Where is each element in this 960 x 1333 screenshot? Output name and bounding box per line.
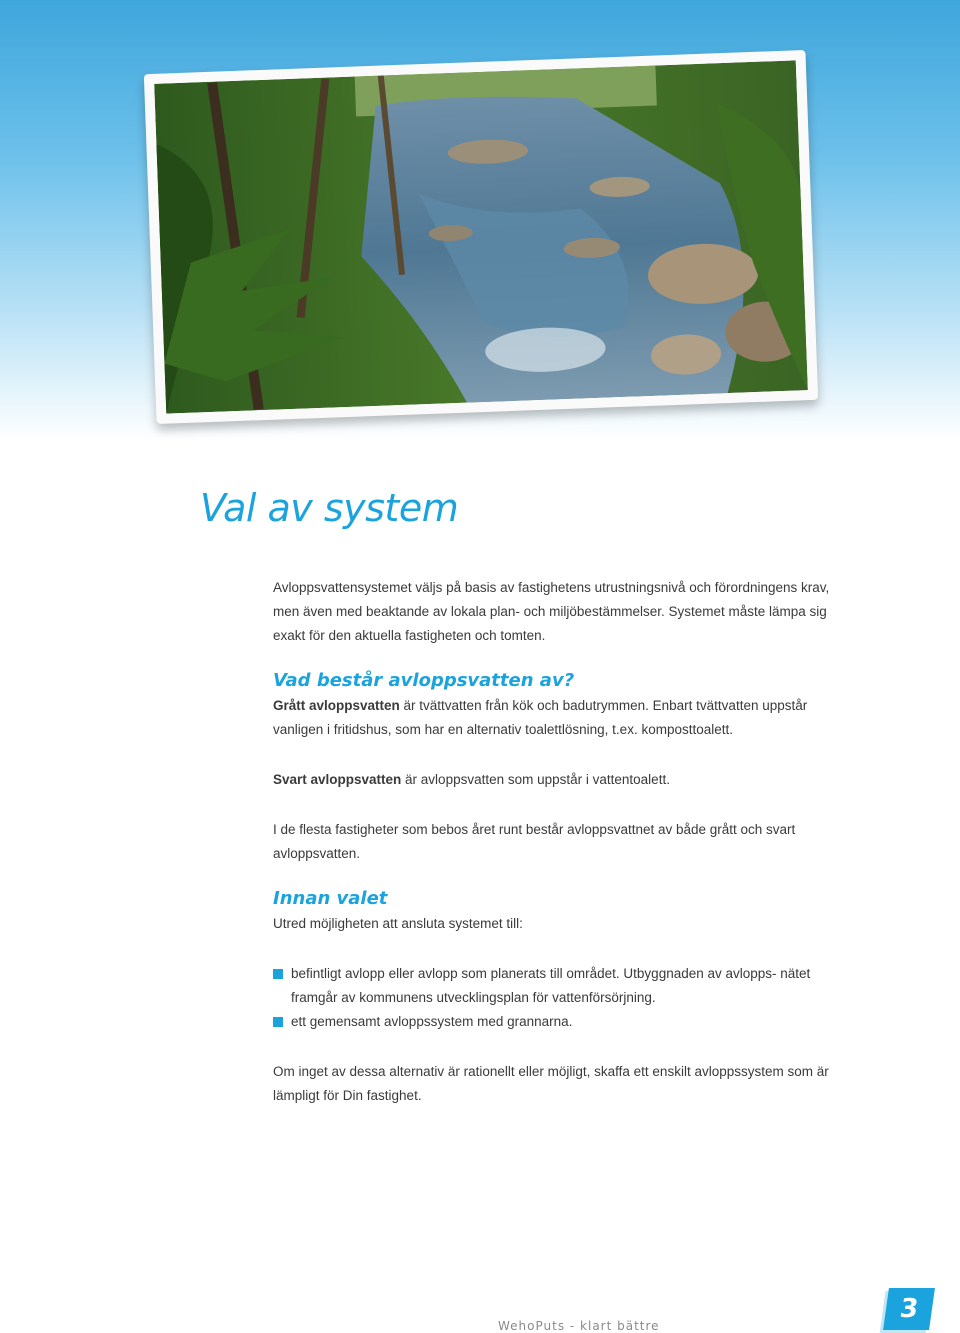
list-item (273, 962, 833, 1010)
mixed-water-paragraph: I de flesta fastigheter som bebos året runt består avloppsvattnet av både grått och svart avloppsvatten. (273, 822, 796, 861)
page-title: Val av system (200, 486, 459, 530)
black-water-term: Svart avloppsvatten (273, 772, 402, 787)
main-content (273, 576, 833, 1108)
black-water-paragraph (273, 768, 833, 792)
footer-brand: WehoPuts - klart bättre (498, 1319, 660, 1333)
bullet-square-icon (273, 1017, 283, 1027)
river-forest-photo (154, 60, 808, 413)
section-heading-composition: Vad består avloppsvatten av? (273, 670, 575, 691)
intro-paragraph: Avloppsvattensystemet väljs på basis av fastighetens utrustningsnivå och förordningens krav, men även med beaktande av lokala plan- och miljöbestämmelser. Systemet måste lämpa sig exakt för den aktuella fastigheten och tomten. (273, 580, 830, 643)
section-heading-before-choice: Innan valet (273, 888, 388, 909)
grey-water-text: är tvättvatten från kök och badutrymmen. Enbart tvättvatten uppstår vanligen i fritidshus, som har en alternativ toalettlösning, t.ex. komposttoalett. (273, 698, 808, 737)
closing-paragraph: Om inget av dessa alternativ är rationellt eller möjligt, skaffa ett enskilt avloppssystem som är lämpligt för Din fastighet. (273, 1064, 829, 1103)
grey-water-paragraph (273, 694, 833, 742)
black-water-text: är avloppsvatten som uppstår i vattentoalett. (401, 772, 670, 787)
list-item-text: befintligt avlopp eller avlopp som planerats till området. Utbyggnaden av avlopps- nätet framgår av kommunens utvecklingsplan för vattenförsörjning. (291, 966, 811, 1005)
grey-water-term: Grått avloppsvatten (273, 698, 400, 713)
page-number: 3 (883, 1288, 935, 1330)
before-choice-lead: Utred möjligheten att ansluta systemet till: (273, 916, 523, 931)
photo-frame (144, 50, 818, 424)
bullet-square-icon (273, 969, 283, 979)
connection-options-list (273, 962, 833, 1034)
list-item (273, 1010, 833, 1034)
list-item-text: ett gemensamt avloppssystem med grannarna. (291, 1014, 573, 1029)
